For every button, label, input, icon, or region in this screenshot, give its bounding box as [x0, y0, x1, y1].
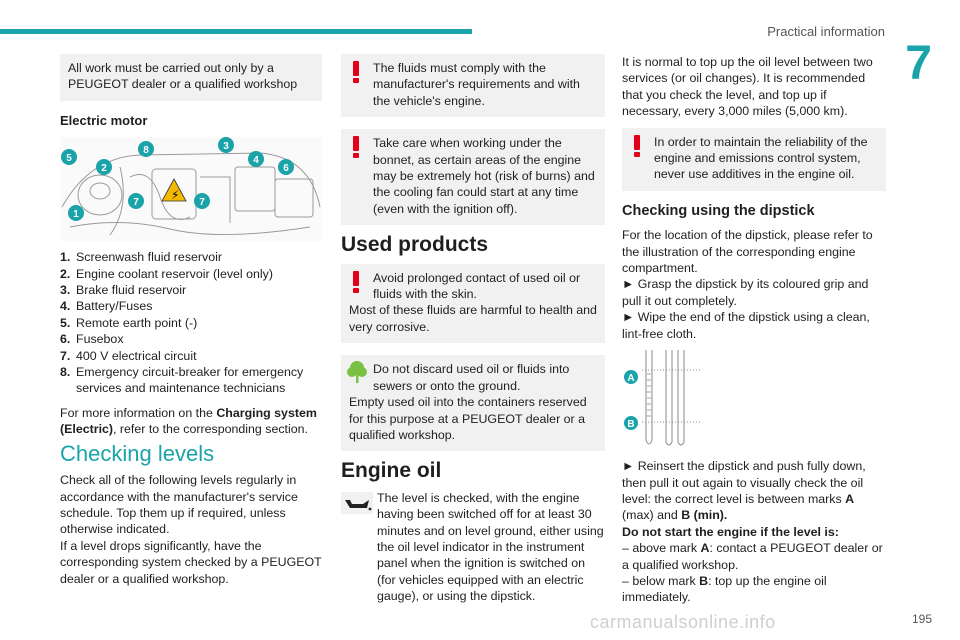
warning-text: Take care when working under the bonnet, as certain areas of the engine may be extremely hot (risk of burns) and the cooling fan could start at any time (even with the ignition off). [373, 136, 595, 216]
warning-box [341, 264, 605, 344]
charging-reference: For more information on the Charging system (Electric), refer to the corresponding section. [60, 405, 317, 437]
checking-levels-heading: Checking levels [60, 440, 215, 466]
environment-box [341, 355, 605, 451]
chapter-number: 7 [905, 37, 932, 90]
topup-paragraph: It is normal to top up the oil level between two services (or oil changes). It is recommended that you check the level, and top up if necessary, every 3,000 miles (5,000 km). [622, 55, 873, 119]
warning-text: Avoid prolonged contact of used oil or fluids with the skin. [373, 270, 581, 302]
watermark: carmanualsonline.info [590, 612, 776, 632]
warning-exclamation-icon [349, 60, 363, 84]
list-item: 8. Emergency circuit-breaker for emergency services and maintenance technicians [60, 365, 304, 396]
note-text: All work must be carried out only by a PEUGEOT dealer or a qualified workshop [68, 61, 298, 92]
column-3 [622, 54, 886, 614]
mark-a-label: A [627, 373, 635, 385]
column-1 [60, 54, 322, 595]
environment-text: Do not discard used oil or fluids into sewers or onto the ground. [373, 362, 570, 393]
warning-box [341, 54, 605, 117]
electric-motor-heading: Electric motor [60, 112, 148, 128]
list-item: 7. 400 V electrical circuit [60, 348, 197, 363]
page-number: 195 [911, 612, 932, 626]
callout-7a-label: 7 [133, 197, 139, 209]
used-products-heading: Used products [341, 233, 489, 257]
list-item: 3. Brake fluid reservoir [60, 283, 187, 298]
mark-b-label: B [627, 419, 635, 431]
component-list [60, 249, 322, 397]
warning-exclamation-icon [349, 135, 363, 159]
list-item: 2. Engine coolant reservoir (level only) [60, 266, 273, 281]
environment-text: Empty used oil into the containers reserved for this purpose at a PEUGEOT dealer or a qualified workshop. [349, 395, 587, 442]
do-not-start-warning: Do not start the engine if the level is: [622, 524, 839, 539]
list-item: 4. Battery/Fuses [60, 299, 153, 314]
callout-7b-label: 7 [199, 197, 205, 209]
list-item: 1. Screenwash fluid reservoir [60, 250, 222, 265]
callout-1-label: 1 [73, 209, 79, 221]
warning-box [622, 128, 886, 191]
svg-text:⚡: ⚡ [171, 188, 180, 203]
warning-text: Most of these fluids are harmful to health and very corrosive. [349, 303, 597, 334]
oil-can-icon [341, 492, 373, 514]
checking-paragraph: Check all of the following levels regularly in accordance with the manufacturer's service schedule. Top them up if required, unless otherwise indicated. If a level drops significantly, have the corresponding system checked by a PEUGEOT dealer or a qualified workshop. [60, 473, 322, 586]
list-item: 5. Remote earth point (-) [60, 315, 198, 330]
engine-oil-paragraph: The level is checked, with the engine having been switched off for at least 30 minutes and on level ground, either using the oil level indicator in the instrument panel when the ignition is switched on (for vehicles equipped with an electric gauge), or using the dipstick. [341, 490, 605, 605]
environment-tree-icon [347, 360, 367, 384]
callout-8-label: 8 [143, 145, 149, 157]
callout-2-label: 2 [101, 163, 107, 175]
note-box [60, 54, 322, 101]
warning-text: The fluids must comply with the manufacturer's requirements and with the vehicle's engine. [373, 61, 580, 108]
dipstick-illustration [622, 350, 702, 450]
callout-3-label: 3 [223, 141, 229, 153]
engine-oil-heading: Engine oil [341, 459, 442, 483]
reinsert-paragraph: ► Reinsert the dipstick and push fully down, then pull it out again to visually check the oil level: the correct level is between marks A (max) and B (min). Do not start the engine if the level is: – above mark A: contact a PEUGEOT dealer or a qualified workshop. – below mark B: top up the engine oil immediately. [622, 459, 883, 605]
warning-box [341, 129, 605, 225]
list-item: 6. Fusebox [60, 332, 124, 347]
section-title: Practical information [767, 24, 885, 39]
warning-text: In order to maintain the reliability of the engine and emissions control system, never use additives in the engine oil. [654, 134, 868, 182]
header-accent-bar [0, 29, 472, 34]
callout-5-label: 5 [66, 153, 72, 165]
warning-exclamation-icon [349, 270, 363, 294]
warning-exclamation-icon [630, 134, 644, 158]
callout-6-label: 6 [283, 163, 289, 175]
engine-compartment-illustration [60, 137, 322, 241]
callout-4-label: 4 [253, 155, 259, 167]
dipstick-instructions: For the location of the dipstick, please refer to the illustration of the corresponding engine compartment. ► Grasp the dipstick by its coloured grip and pull it out completely. ► Wipe the end of the dipstick using a clean, lint-free cloth. [622, 228, 873, 341]
dipstick-heading: Checking using the dipstick [622, 202, 815, 219]
column-2 [341, 54, 605, 605]
charging-link[interactable]: Charging system (Electric) [60, 405, 317, 437]
